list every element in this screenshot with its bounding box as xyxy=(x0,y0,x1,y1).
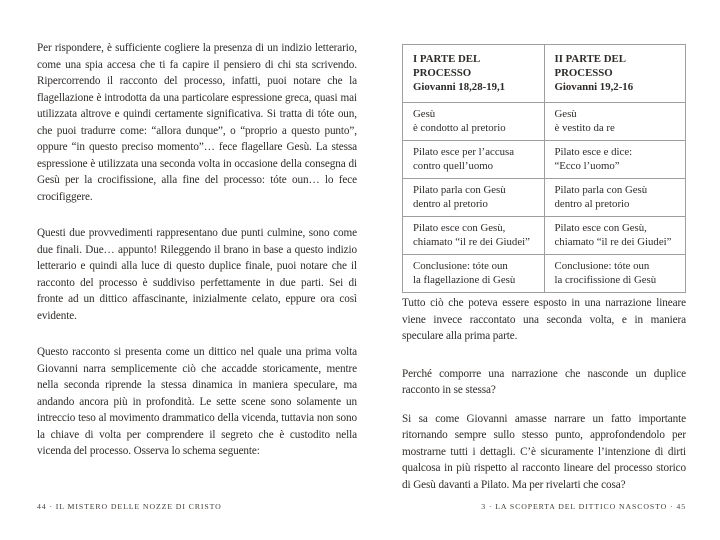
table-cell-line: è vestito da re xyxy=(554,122,615,134)
process-comparison-table xyxy=(402,44,686,293)
table-cell-line: Pilato esce con Gesù, xyxy=(554,222,647,234)
table-cell xyxy=(544,141,686,179)
table-row xyxy=(403,217,686,255)
table-row xyxy=(403,103,686,141)
table-row xyxy=(403,255,686,293)
left-paragraph-1: Per rispondere, è sufficiente cogliere la presenza di un indizio letterario, come una spia accesa che ti fa capire il pensiero di chi sta scrivendo. Ripercorrendo il racconto del processo, infatti, puoi notare che la flagellazione è introdotta da una particolare espressione greca, quasi mai utilizzata altrove e quindi certamente significativa. Si tratta di tóte oun, che puoi tradurre come: “allora dunque”, o “proprio a questo punto”, oppure “in questo preciso momento”… fece flagellare Gesù. La stessa espressione è utilizzata una seconda volta in occasione della consegna di Gesù per la crocifissione, alla fine del processo: tóte oun… lo fece crocifiggere. xyxy=(37,42,357,203)
table-cell-line: Pilato parla con Gesù xyxy=(413,184,506,196)
table-header-line: Giovanni 19,2-16 xyxy=(554,81,634,93)
table-row xyxy=(403,141,686,179)
table-cell-line: Pilato esce con Gesù, xyxy=(413,222,506,234)
left-page-text-column xyxy=(37,40,357,480)
table-cell xyxy=(403,141,545,179)
table-cell xyxy=(544,103,686,141)
table-cell-line: Pilato parla con Gesù xyxy=(554,184,648,196)
right-paragraph-3: Si sa come Giovanni amasse narrare un fatto importante ritornando sempre sullo stesso punto, approfondendolo per mostrarne tutti i dettagli. C’è sicuramente l’intenzione di dirti qualcosa in più rispetto al racconto lineare del processo storico di Gesù davanti a Pilato. Ma per rivelarti che cosa? xyxy=(402,412,686,491)
right-page-footer: 3 · LA SCOPERTA DEL DITTICO NASCOSTO · 45 xyxy=(481,502,686,511)
table-cell-line: la flagellazione di Gesù xyxy=(413,274,516,286)
left-page-footer: 44 · IL MISTERO DELLE NOZZE DI CRISTO xyxy=(37,502,222,511)
table-header-row xyxy=(403,45,686,103)
table-header-part1 xyxy=(403,45,545,103)
left-paragraph-2: Questi due provvedimenti rappresentano due punti culmine, sono come due finali. Due… appunto! Rileggendo il brano in base a questo indizio letterario e quindi alla luce di questo duplice finale, puoi notare che il racconto del processo è suddiviso perfettamente in due parti. Sei di fronte ad un dittico affascinante, inizialmente celato, eppure ora così evidente. xyxy=(37,227,357,322)
table-cell xyxy=(403,103,545,141)
table-cell-line: dentro al pretorio xyxy=(554,198,630,210)
right-paragraph-2: Perché comporre una narrazione che nasconde un duplice racconto in se stessa? xyxy=(402,367,686,396)
table-cell-line: chiamato “il re dei Giudei” xyxy=(554,236,672,248)
table-cell-line: Conclusione: tóte oun xyxy=(413,260,508,272)
table-cell xyxy=(403,179,545,217)
table-cell-line: Pilato esce e dice: xyxy=(554,146,633,158)
table-cell-line: Pilato esce per l’accusa xyxy=(413,146,515,158)
table-cell xyxy=(544,255,686,293)
table-row xyxy=(403,179,686,217)
table-cell-line: Gesù xyxy=(413,108,436,120)
right-paragraph-1: Tutto ciò che poteva essere esposto in una narrazione lineare viene invece raccontato una seconda volta, e in maniera speculare alla prima parte. xyxy=(402,297,686,342)
table-cell xyxy=(544,179,686,217)
table-header-line: I PARTE DEL PROCESSO xyxy=(413,53,480,79)
table-cell xyxy=(403,255,545,293)
table-cell-line: è condotto al pretorio xyxy=(413,122,506,134)
table-cell-line: Gesù xyxy=(554,108,577,120)
right-page-text-column xyxy=(402,295,686,493)
table-cell xyxy=(544,217,686,255)
table-cell-line: dentro al pretorio xyxy=(413,198,488,210)
table-cell xyxy=(403,217,545,255)
table-header-line: Giovanni 18,28-19,1 xyxy=(413,81,506,93)
table-cell-line: Conclusione: tóte oun xyxy=(554,260,650,272)
table-cell-line: contro quell’uomo xyxy=(413,160,494,172)
table-cell-line: “Ecco l’uomo” xyxy=(554,160,620,172)
table-header-part2 xyxy=(544,45,686,103)
table-cell-line: la crocifissione di Gesù xyxy=(554,274,657,286)
table-cell-line: chiamato “il re dei Giudei” xyxy=(413,236,530,248)
left-paragraph-3: Questo racconto si presenta come un dittico nel quale una prima volta Giovanni narra semplicemente ciò che accadde storicamente, mentre nella seconda riprende la stessa dinamica in maniera speculare, ma andando ancora più in profondità. Le sette scene sono solamente un intreccio teso al movimento drammatico della vicenda, tuttavia non sono la chiave di volta per comprendere il segreto che è custodito nella vicenda del processo. Osserva lo schema seguente: xyxy=(37,346,357,457)
table-header-line: II PARTE DEL PROCESSO xyxy=(554,53,626,79)
